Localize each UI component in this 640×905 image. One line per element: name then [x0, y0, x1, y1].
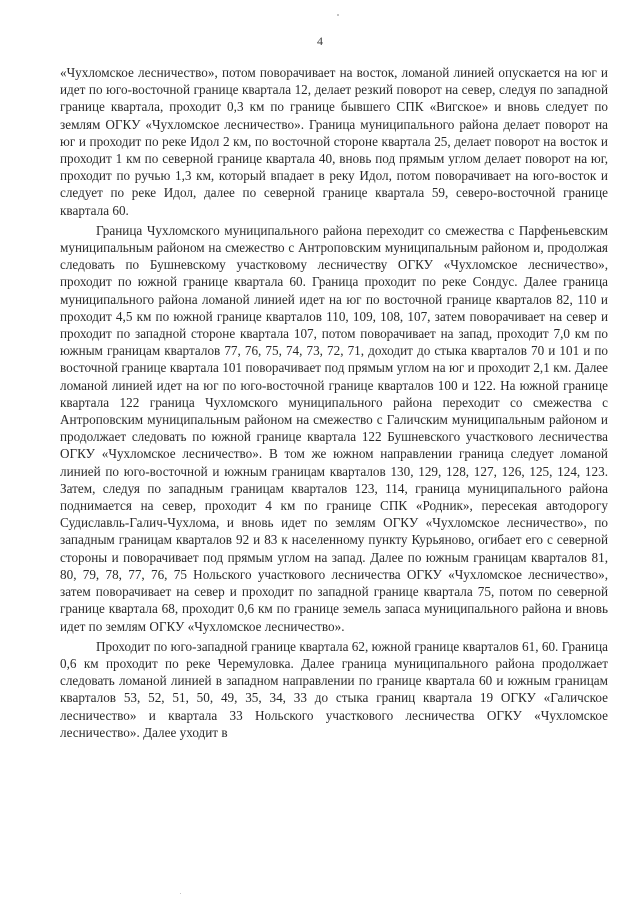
scan-speck	[337, 14, 339, 16]
paragraph: Граница Чухломского муниципального района переходит со смежества с Парфеньевским муниципальным районом на смежество с Антроповским муниципальным районом и, продолжая следовать по Бушневскому участковому лесничеству ОГКУ «Чухломское лесничество», проходит по южной границе квартала 60. Граница проходит по реке Сондус. Далее граница муниципального района ломаной линией идет на юг по восточной границе кварталов 82, 110 и проходит 4,5 км по южной границе кварталов 110, 109, 108, 107, затем поворачивает на север и проходит по западной стороне квартала 107, потом поворачивает на запад, проходит 7,0 км по южным границам кварталов 77, 76, 75, 74, 73, 72, 71, доходит до стыка кварталов 70 и 101 и по восточной границе квартала 101 поворачивает под прямым углом на юг и проходит 2,1 км. Далее ломаной линией идет на юг по юго-восточной границе кварталов 100 и 122. На южной границе квартала 122 граница Чухломского муниципального района переходит со смежества с Антроповским муниципальным районом на смежество с Галичским муниципальным районом и продолжает следовать по южной границе квартала 122 Бушневского участкового лесничества ОГКУ «Чухломское лесничество». В том же южном направлении граница следует ломаной линией по юго-восточной и южным границам кварталов 130, 129, 128, 127, 126, 125, 124, 123. Затем, следуя по западным границам кварталов 123, 114, граница муниципального района поднимается на север, проходит 4 км по границе СПК «Родник», пересекая автодорогу Судиславль-Галич-Чухлома, и вновь идет по землям ОГКУ «Чухломское лесничество», по западным границам кварталов 92 и 83 к населенному пункту Курьяново, огибает его с северной стороны и поворачивает под прямым углом на запад. Далее по южным границам кварталов 81, 80, 79, 78, 77, 76, 75 Нольского участкового лесничества ОГКУ «Чухломское лесничество», затем поворачивает на север и проходит по западной границе квартала 75, потом по северной границе квартала 68, проходит 0,6 км по границе земель запаса муниципального района и вновь идет по землям ОГКУ «Чухломское лесничество».	[60, 222, 608, 634]
paragraph-continuation: «Чухломское лесничество», потом поворачивает на восток, ломаной линией опускается на юг и идет по юго-восточной границе квартала 12, делает резкий поворот на север, следуя по западной границе квартала, проходит 0,3 км по границе бывшего СПК «Вигское» и вновь следует по землям ОГКУ «Чухломское лесничество». Граница муниципального района делает поворот на юг и проходит по реке Идол 2 км, по восточной стороне квартала 25, делает поворот на восток и проходит 1 км по северной границе квартала 40, вновь под прямым углом делает поворот на юг, проходит по ручью 1,3 км, который впадает в реку Идол, потом поворачивает на юго-восток и следует по реке Идол, далее по северной границе квартала 59, северо-восточной границе квартала 60.	[60, 65, 608, 218]
body-text	[60, 64, 608, 744]
page-number: 4	[317, 34, 323, 48]
paragraph: Проходит по юго-западной границе квартала 62, южной границе кварталов 61, 60. Граница 0,6 км проходит по реке Черемуловка. Далее граница муниципального района продолжает следовать ломаной линией в западном направлении по границе квартала 60 и южным границам кварталов 53, 52, 51, 50, 49, 35, 34, 33 до стыка границ квартала 19 ОГКУ «Галичское лесничество» и квартала 33 Нольского участкового лесничества ОГКУ «Чухломское лесничество». Далее уходит в	[60, 638, 608, 740]
scan-speck	[180, 893, 181, 894]
